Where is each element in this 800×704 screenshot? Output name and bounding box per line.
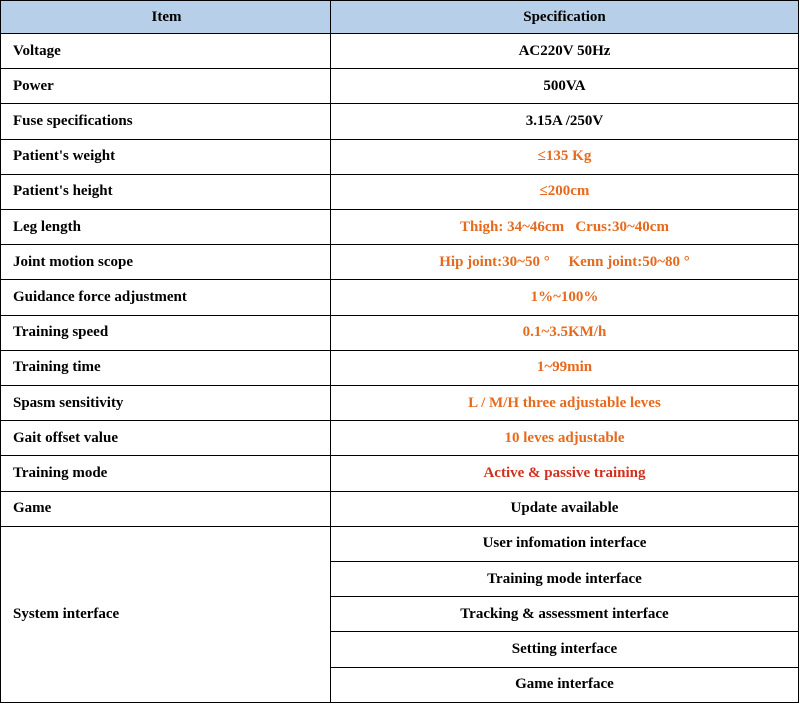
item-cell: Patient's weight	[1, 139, 331, 174]
item-cell: Joint motion scope	[1, 245, 331, 280]
table-row	[1, 386, 799, 421]
item-cell: Spasm sensitivity	[1, 386, 331, 421]
table-row	[1, 34, 799, 69]
item-cell: Power	[1, 69, 331, 104]
item-cell: Training speed	[1, 315, 331, 350]
spec-cell: 0.1~3.5KM/h	[331, 315, 799, 350]
item-cell: Gait offset value	[1, 421, 331, 456]
spec-cell: Tracking & assessment interface	[331, 597, 799, 632]
spec-cell: Update available	[331, 491, 799, 526]
table-row	[1, 139, 799, 174]
spec-cell: 10 leves adjustable	[331, 421, 799, 456]
item-cell: Training mode	[1, 456, 331, 491]
spec-cell: Thigh: 34~46cm Crus:30~40cm	[331, 210, 799, 245]
table-row	[1, 69, 799, 104]
header-item: Item	[1, 1, 331, 34]
table-row	[1, 245, 799, 280]
table-row	[1, 421, 799, 456]
item-cell: Guidance force adjustment	[1, 280, 331, 315]
item-cell: Game	[1, 491, 331, 526]
item-cell-system-interface: System interface	[1, 526, 331, 702]
spec-cell: Hip joint:30~50 ° Kenn joint:50~80 °	[331, 245, 799, 280]
item-cell: Leg length	[1, 210, 331, 245]
table-row	[1, 210, 799, 245]
spec-cell: 500VA	[331, 69, 799, 104]
spec-cell: Training mode interface	[331, 562, 799, 597]
table-row	[1, 350, 799, 385]
spec-cell: Active & passive training	[331, 456, 799, 491]
spec-cell: 1%~100%	[331, 280, 799, 315]
table-row	[1, 104, 799, 139]
item-cell: Fuse specifications	[1, 104, 331, 139]
table-row	[1, 456, 799, 491]
spec-cell: L / M/H three adjustable leves	[331, 386, 799, 421]
item-cell: Training time	[1, 350, 331, 385]
spec-cell: Game interface	[331, 667, 799, 702]
table-row	[1, 526, 799, 561]
spec-cell: ≤200cm	[331, 174, 799, 209]
header-specification: Specification	[331, 1, 799, 34]
spec-cell: User infomation interface	[331, 526, 799, 561]
table-row	[1, 280, 799, 315]
table-row	[1, 315, 799, 350]
spec-cell: Setting interface	[331, 632, 799, 667]
item-cell: Voltage	[1, 34, 331, 69]
spec-cell: AC220V 50Hz	[331, 34, 799, 69]
spec-cell: ≤135 Kg	[331, 139, 799, 174]
spec-cell: 3.15A /250V	[331, 104, 799, 139]
table-row	[1, 174, 799, 209]
table-header-row	[1, 1, 799, 34]
table-row	[1, 491, 799, 526]
spec-cell: 1~99min	[331, 350, 799, 385]
item-cell: Patient's height	[1, 174, 331, 209]
